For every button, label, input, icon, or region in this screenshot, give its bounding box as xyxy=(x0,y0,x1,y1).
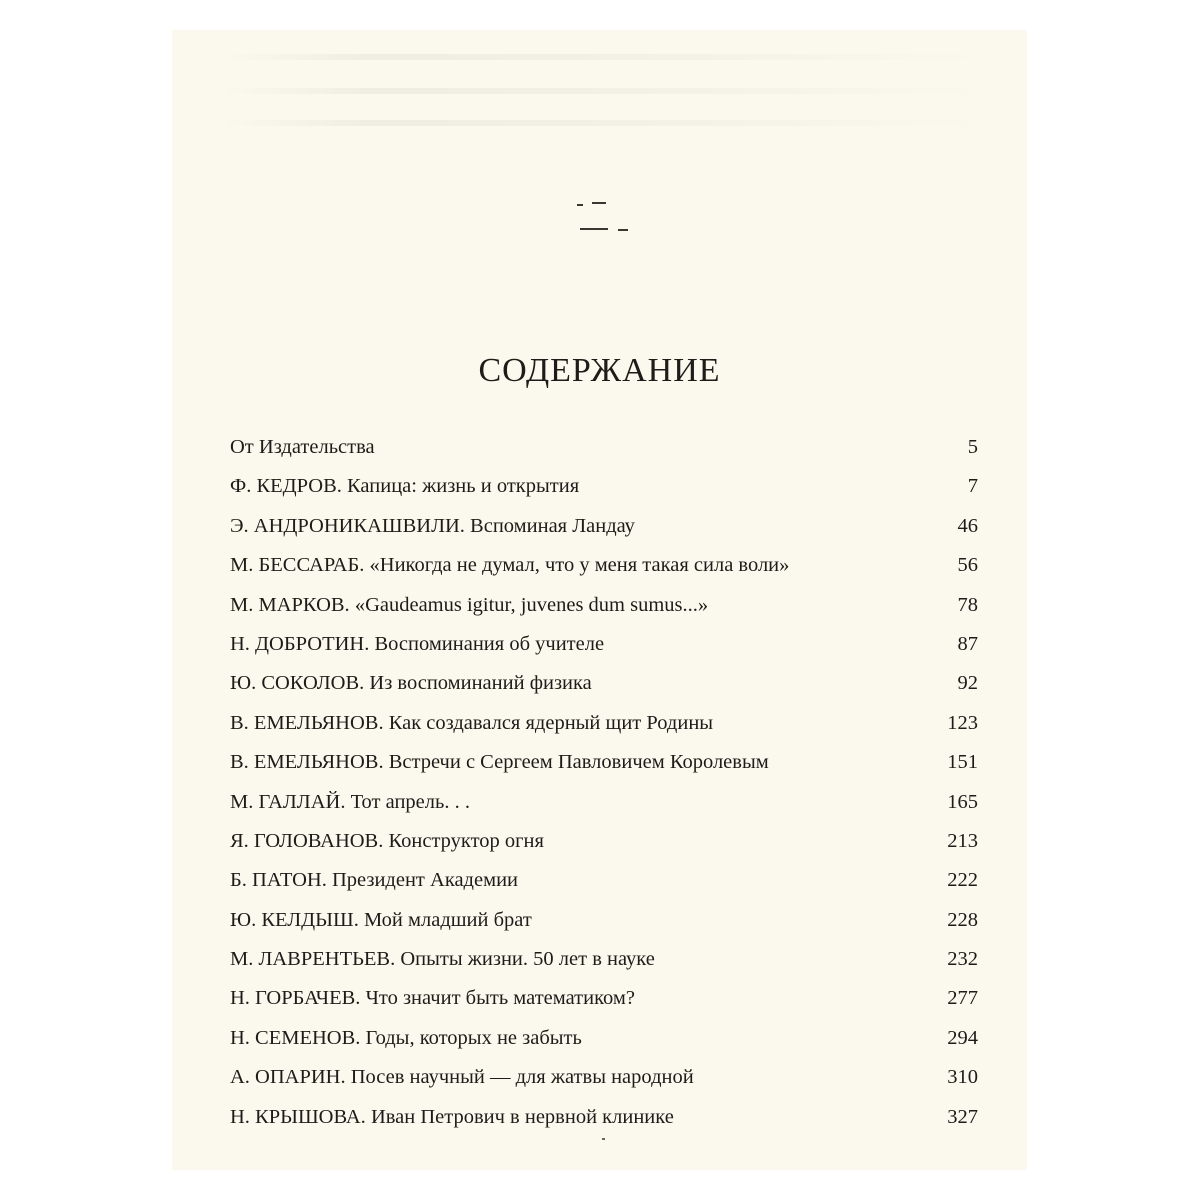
table-of-contents xyxy=(230,428,978,1137)
show-through-text xyxy=(222,88,982,94)
toc-entry-page-number: 7 xyxy=(967,475,978,498)
toc-entry[interactable] xyxy=(230,1058,978,1097)
printer-mark xyxy=(580,228,608,230)
ink-speck xyxy=(602,1138,605,1140)
toc-entry[interactable] xyxy=(230,507,978,546)
toc-entry-title xyxy=(230,1058,694,1097)
toc-entry-text: Годы, которых не забыть xyxy=(365,1026,582,1049)
toc-entry-author: Б. ПАТОН. xyxy=(230,869,327,892)
toc-entry-title xyxy=(230,467,579,506)
toc-entry-author: Н. ДОБРОТИН. xyxy=(230,632,370,655)
toc-entry-title xyxy=(230,546,789,585)
toc-entry-page-number: 327 xyxy=(947,1105,978,1128)
toc-entry[interactable] xyxy=(230,664,978,703)
toc-entry-author: Э. АНДРОНИКАШВИЛИ. xyxy=(230,514,465,537)
toc-entry-page-number: 46 xyxy=(957,514,978,537)
toc-entry-page-number: 5 xyxy=(967,436,978,458)
toc-entry-page-number: 87 xyxy=(957,632,978,655)
toc-entry-text: Как создавался ядерный щит Родины xyxy=(388,711,714,734)
book-page xyxy=(172,30,1027,1170)
toc-entry-page-number: 213 xyxy=(947,829,978,852)
toc-entry[interactable] xyxy=(230,625,978,664)
toc-entry[interactable] xyxy=(230,940,978,979)
toc-entry-title xyxy=(230,783,470,822)
toc-entry-page-number: 232 xyxy=(947,948,978,971)
toc-entry-page-number: 310 xyxy=(947,1066,978,1089)
toc-entry-text: Капица: жизнь и открытия xyxy=(347,475,580,498)
toc-entry[interactable] xyxy=(230,1019,978,1058)
toc-entry[interactable] xyxy=(230,704,978,743)
toc-entry-text: «Никогда не думал, что у меня такая сила воли» xyxy=(369,554,790,577)
printer-mark xyxy=(577,204,583,206)
toc-entry-text: Президент Академии xyxy=(331,869,519,892)
printer-mark xyxy=(618,229,628,231)
toc-entry-title xyxy=(230,428,375,467)
toc-entry-text: Что значит быть математиком? xyxy=(365,987,635,1010)
toc-entry-author: Ю. СОКОЛОВ. xyxy=(230,672,365,695)
toc-entry-text: Вспоминая Ландау xyxy=(470,514,635,537)
toc-entry-title xyxy=(230,586,708,625)
toc-entry-page-number: 92 xyxy=(957,672,978,695)
toc-entry-text: Мой младший брат xyxy=(363,908,532,931)
toc-entry-text: Встречи с Сергеем Павловичем Королевым xyxy=(388,751,769,774)
show-through-text xyxy=(222,54,982,60)
toc-entry-author: Я. ГОЛОВАНОВ. xyxy=(230,829,384,852)
toc-entry-author: Н. КРЫШОВА. xyxy=(230,1105,366,1128)
toc-entry[interactable] xyxy=(230,901,978,940)
toc-entry-page-number: 222 xyxy=(947,869,978,892)
toc-entry-text: Иван Петрович в нервной клинике xyxy=(370,1105,674,1128)
toc-entry[interactable] xyxy=(230,428,978,467)
toc-entry-title xyxy=(230,979,635,1018)
toc-entry-text: От Издательства xyxy=(230,436,375,458)
toc-entry-text: Тот апрель. . . xyxy=(350,790,470,813)
toc-entry-author: Ф. КЕДРОВ. xyxy=(230,475,342,498)
toc-entry-author: М. БЕССАРАБ. xyxy=(230,554,365,577)
toc-entry-author: В. ЕМЕЛЬЯНОВ. xyxy=(230,751,384,774)
toc-entry-page-number: 151 xyxy=(947,751,978,774)
toc-entry-page-number: 56 xyxy=(957,554,978,577)
toc-entry-title xyxy=(230,901,532,940)
toc-entry-title xyxy=(230,625,604,664)
toc-entry-title xyxy=(230,1019,582,1058)
toc-entry-page-number: 294 xyxy=(947,1026,978,1049)
toc-entry-page-number: 228 xyxy=(947,908,978,931)
toc-entry[interactable] xyxy=(230,861,978,900)
toc-entry-title xyxy=(230,822,544,861)
toc-entry-author: М. ГАЛЛАЙ. xyxy=(230,790,346,813)
toc-entry-author: А. ОПАРИН. xyxy=(230,1066,346,1089)
toc-entry-text: Конструктор огня xyxy=(388,829,544,852)
toc-entry-title xyxy=(230,861,518,900)
toc-entry-title xyxy=(230,743,769,782)
toc-entry[interactable] xyxy=(230,783,978,822)
toc-entry[interactable] xyxy=(230,467,978,506)
toc-entry-page-number: 277 xyxy=(947,987,978,1010)
toc-entry-page-number: 165 xyxy=(947,790,978,813)
toc-entry-page-number: 123 xyxy=(947,711,978,734)
toc-entry[interactable] xyxy=(230,546,978,585)
toc-entry[interactable] xyxy=(230,979,978,1018)
show-through-text xyxy=(222,120,982,126)
toc-entry-text: Воспоминания об учителе xyxy=(374,632,605,655)
toc-entry[interactable] xyxy=(230,822,978,861)
toc-entry-title xyxy=(230,704,713,743)
toc-entry-author: Н. ГОРБАЧЕВ. xyxy=(230,987,361,1010)
printer-mark xyxy=(592,202,606,204)
toc-entry-page-number: 78 xyxy=(957,593,978,616)
toc-entry-author: В. ЕМЕЛЬЯНОВ. xyxy=(230,711,384,734)
toc-entry-title xyxy=(230,1098,674,1137)
toc-entry[interactable] xyxy=(230,743,978,782)
toc-entry-text: «Gaudeamus igitur, juvenes dum sumus...» xyxy=(354,593,709,616)
toc-entry-title xyxy=(230,507,635,546)
toc-entry-title xyxy=(230,940,655,979)
page-title: СОДЕРЖАНИЕ xyxy=(478,352,721,389)
toc-entry-author: М. ЛАВРЕНТЬЕВ. xyxy=(230,948,396,971)
toc-entry-text: Из воспоминаний физика xyxy=(369,672,592,695)
toc-entry-author: М. МАРКОВ. xyxy=(230,593,350,616)
toc-entry[interactable] xyxy=(230,586,978,625)
toc-entry-title xyxy=(230,664,592,703)
toc-entry-text: Опыты жизни. 50 лет в науке xyxy=(400,948,655,971)
toc-entry-text: Посев научный — для жатвы народной xyxy=(350,1066,694,1089)
toc-entry[interactable] xyxy=(230,1098,978,1137)
toc-entry-author: Ю. КЕЛДЫШ. xyxy=(230,908,359,931)
toc-entry-author: Н. СЕМЕНОВ. xyxy=(230,1026,361,1049)
